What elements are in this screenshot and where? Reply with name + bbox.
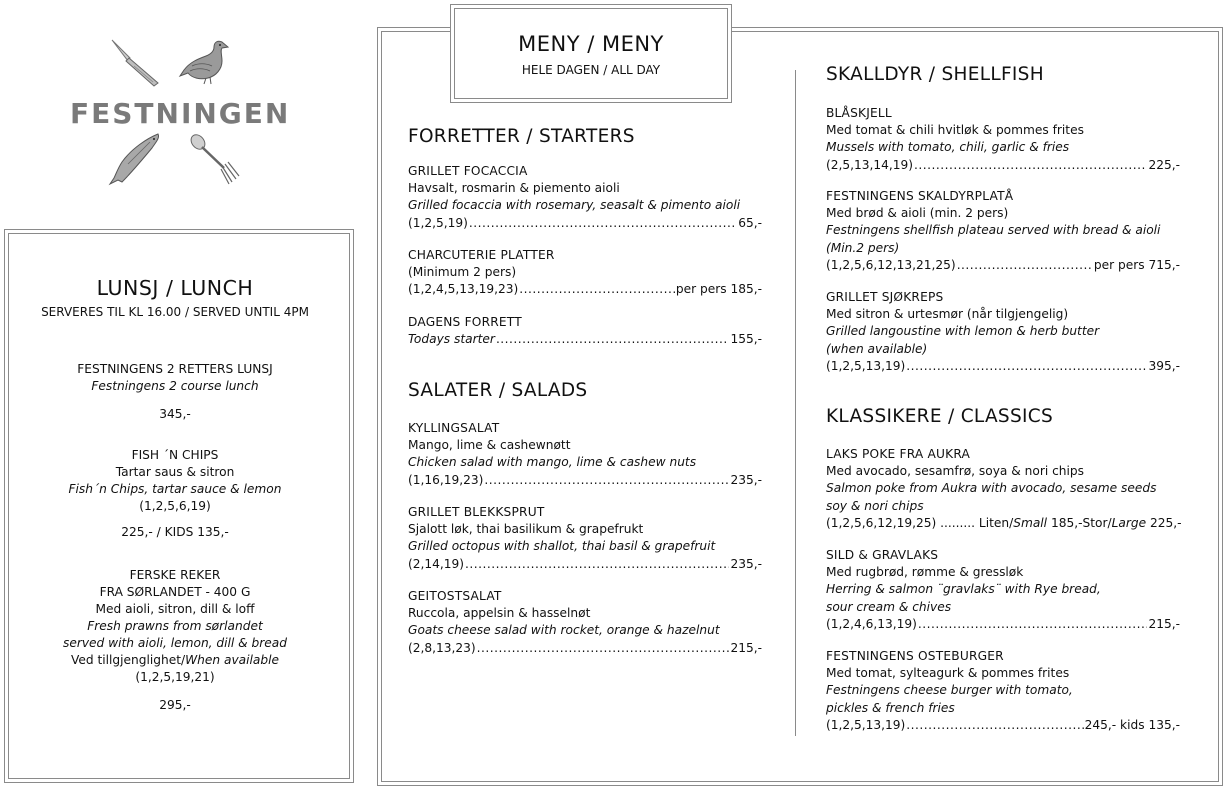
section-title-salads: SALATER / SALADS [408, 380, 588, 401]
lunch-item-price: 225,- / KIDS 135,- [121, 525, 229, 539]
item-allergens: (2,8,13,23) [408, 640, 476, 655]
lunch-subtitle: SERVERES TIL KL 16.00 / SERVED UNTIL 4PM [41, 305, 309, 319]
item-name: BLÅSKJELL [826, 106, 892, 120]
item-price-line [826, 358, 1180, 375]
item-english-line2: pickles & french fries [826, 700, 955, 715]
lunch-item-price: 345,- [159, 407, 191, 421]
item-english-line2: (Min.2 pers) [826, 240, 900, 255]
section-title-starters: FORRETTER / STARTERS [408, 126, 635, 147]
dot-leader [918, 616, 1148, 633]
item-name: SILD & GRAVLAKS [826, 548, 939, 562]
lunch-item-name: FERSKE REKER [129, 568, 221, 582]
price-small-label: Liten/ [978, 515, 1014, 530]
lunch-item [0, 447, 350, 541]
item-price: 235,- [730, 556, 762, 571]
item-allergens: (1,2,5,6,12,13,21,25) [826, 257, 956, 272]
item-price-line [826, 157, 1180, 174]
item-name: LAKS POKE FRA AUKRA [826, 447, 971, 461]
item-description: Med avocado, sesamfrø, soya & nori chips [826, 464, 1085, 479]
item-price-line [826, 616, 1180, 633]
item-description: Sjalott løk, thai basilikum & grapefrukt [408, 522, 644, 537]
item-price-line [826, 257, 1180, 274]
item-english: Grilled focaccia with rosemary, seasalt & pimento aioli [408, 198, 741, 213]
item-name: GEITOSTSALAT [408, 589, 502, 603]
lunch-item-english: Fish´n Chips, tartar sauce & lemon [68, 482, 282, 496]
item-price: 245,- kids 135,- [1084, 717, 1180, 732]
item-price: 215,- [730, 640, 762, 655]
dot-leader [957, 257, 1093, 274]
item-english: Mussels with tomato, chili, garlic & fries [826, 140, 1070, 155]
lunch-item-name-line2: FRA SØRLANDET - 400 G [99, 585, 251, 599]
item-english-line2: (when available) [826, 341, 928, 356]
menu-item [408, 314, 762, 348]
dot-leader [469, 215, 737, 232]
bird-icon [178, 36, 234, 86]
brand-logo [70, 30, 291, 190]
lunch-item-allergens: (1,2,5,19,21) [135, 670, 215, 684]
item-english: Herring & salmon ¨gravlaks¨ with Rye bread, [826, 582, 1101, 597]
item-description: Ruccola, appelsin & hasselnøt [408, 606, 591, 621]
item-english: Goats cheese salad with rocket, orange & hazelnut [408, 623, 720, 638]
item-description: Med tomat & chili hvitløk & pommes frites [826, 123, 1084, 138]
price-large-label: 185,-Stor/ [1047, 515, 1112, 530]
availability-norwegian: Ved tillgjenglighet/ [70, 653, 186, 667]
lunch-item [0, 361, 350, 423]
column-divider [795, 70, 796, 736]
item-name: FESTNINGENS SKALDYRPLATÅ [826, 189, 1014, 203]
menu-item [826, 188, 1180, 274]
item-price: 215,- [1148, 616, 1180, 631]
item-name: DAGENS FORRETT [408, 315, 522, 329]
dot-leader [914, 157, 1147, 174]
item-price: per pers 715,- [1093, 257, 1180, 272]
item-price-line [826, 717, 1180, 734]
lunch-item-english-line2: served with aioli, lemon, dill & bread [62, 636, 288, 650]
item-price: 225,- [1148, 157, 1180, 172]
menu-item [408, 420, 762, 489]
item-english: Festningens shellfish plateau served with bread & aioli [826, 223, 1161, 238]
lunch-item-availability [0, 652, 350, 669]
item-english: Grilled octopus with shallot, thai basil & grapefruit [408, 539, 716, 554]
brand-wordmark: FESTNINGEN [70, 97, 291, 130]
item-name: KYLLINGSALAT [408, 421, 500, 435]
item-english: Todays starter [408, 332, 495, 347]
item-price-line [408, 472, 762, 489]
item-name: GRILLET SJØKREPS [826, 290, 944, 304]
menu-subtitle: HELE DAGEN / ALL DAY [521, 63, 661, 77]
lunch-item-english: Fresh prawns from sørlandet [87, 619, 263, 633]
section-title-shellfish: SKALLDYR / SHELLFISH [826, 64, 1044, 85]
lunch-item-description: Med aioli, sitron, dill & loff [95, 602, 255, 616]
item-price: per pers 185,- [675, 282, 762, 297]
item-name: GRILLET BLEKKSPRUT [408, 505, 545, 519]
price-large-label-en: Large [1111, 515, 1147, 530]
menu-item [826, 547, 1180, 633]
price-small-label-en: Small [1013, 515, 1048, 530]
item-price-line [826, 515, 1180, 532]
item-price-line [408, 640, 762, 657]
item-description: Med rugbrød, rømme & gressløk [826, 565, 1024, 580]
item-allergens: (1,2,5,13,19) [826, 358, 906, 373]
item-english: Chicken salad with mango, lime & cashew nuts [408, 455, 697, 470]
item-allergens: (1,2,5,13,19) [826, 717, 906, 732]
dot-leader [484, 472, 729, 489]
dot-leader [477, 640, 730, 657]
menu-item [408, 247, 762, 299]
item-price-line [408, 556, 762, 573]
lunch-title: LUNSJ / LUNCH [96, 276, 254, 300]
item-allergens: (1,16,19,23) [408, 472, 484, 487]
lunch-item-price: 295,- [159, 698, 191, 712]
dot-leader [906, 358, 1147, 375]
dot-leader [519, 281, 675, 298]
menu-item [408, 163, 762, 232]
item-name: CHARCUTERIE PLATTER [408, 248, 555, 262]
item-price: 235,- [730, 472, 762, 487]
menu-item [826, 289, 1180, 375]
item-description: (Minimum 2 pers) [408, 265, 517, 280]
dot-leader: ......... [936, 515, 979, 530]
dot-leader [465, 556, 729, 573]
menu-item [826, 105, 1180, 174]
item-name: FESTNINGENS OSTEBURGER [826, 649, 1004, 663]
item-allergens: (1,2,5,6,12,19,25) [826, 515, 937, 530]
item-name: GRILLET FOCACCIA [408, 164, 528, 178]
item-price-line [408, 331, 762, 348]
item-price: 225,- [1146, 515, 1182, 530]
fish-icon [108, 130, 164, 186]
menu-item [408, 504, 762, 573]
dot-leader [906, 717, 1083, 734]
lunch-item-description: Tartar saus & sitron [115, 465, 235, 479]
item-price: 395,- [1148, 358, 1180, 373]
lunch-item-name: FISH ´N CHIPS [131, 448, 219, 462]
item-price: 155,- [730, 332, 762, 347]
menu-header [450, 4, 732, 103]
item-description: Med sitron & urtesmør (når tilgjengelig) [826, 307, 1069, 322]
item-allergens: (1,2,4,5,13,19,23) [408, 282, 519, 297]
menu-item [408, 588, 762, 657]
item-english-line2: soy & nori chips [826, 498, 924, 513]
lunch-item-name: FESTNINGENS 2 RETTERS LUNSJ [77, 362, 273, 376]
lunch-item [0, 567, 350, 714]
menu-title: MENY / MENY [518, 32, 664, 56]
section-title-classics: KLASSIKERE / CLASSICS [826, 406, 1054, 427]
item-description: Med tomat, sylteagurk & pommes frites [826, 666, 1070, 681]
item-english: Festningens cheese burger with tomato, [826, 683, 1073, 698]
item-description: Mango, lime & cashewnøtt [408, 438, 571, 453]
item-allergens: (2,5,13,14,19) [826, 157, 914, 172]
item-description: Med brød & aioli (min. 2 pers) [826, 206, 1009, 221]
lunch-item-allergens: (1,2,5,6,19) [139, 499, 211, 513]
item-english: Salmon poke from Aukra with avocado, sesame seeds [826, 481, 1157, 496]
item-allergens: (1,2,5,19) [408, 215, 468, 230]
menu-item [826, 446, 1180, 532]
menu-item [826, 648, 1180, 734]
knife-icon [108, 36, 164, 88]
item-price-line [408, 281, 762, 298]
item-price-line [408, 215, 762, 232]
item-english-line2: sour cream & chives [826, 599, 952, 614]
fork-icon [188, 132, 244, 186]
lunch-item-english: Festningens 2 course lunch [91, 379, 259, 393]
dot-leader [496, 331, 730, 348]
item-allergens: (1,2,4,6,13,19) [826, 616, 917, 631]
item-description: Havsalt, rosmarin & piemento aioli [408, 181, 620, 196]
item-allergens: (2,14,19) [408, 556, 465, 571]
availability-english: When available [185, 653, 280, 667]
item-price: 65,- [738, 215, 762, 230]
item-english: Grilled langoustine with lemon & herb butter [826, 324, 1100, 339]
